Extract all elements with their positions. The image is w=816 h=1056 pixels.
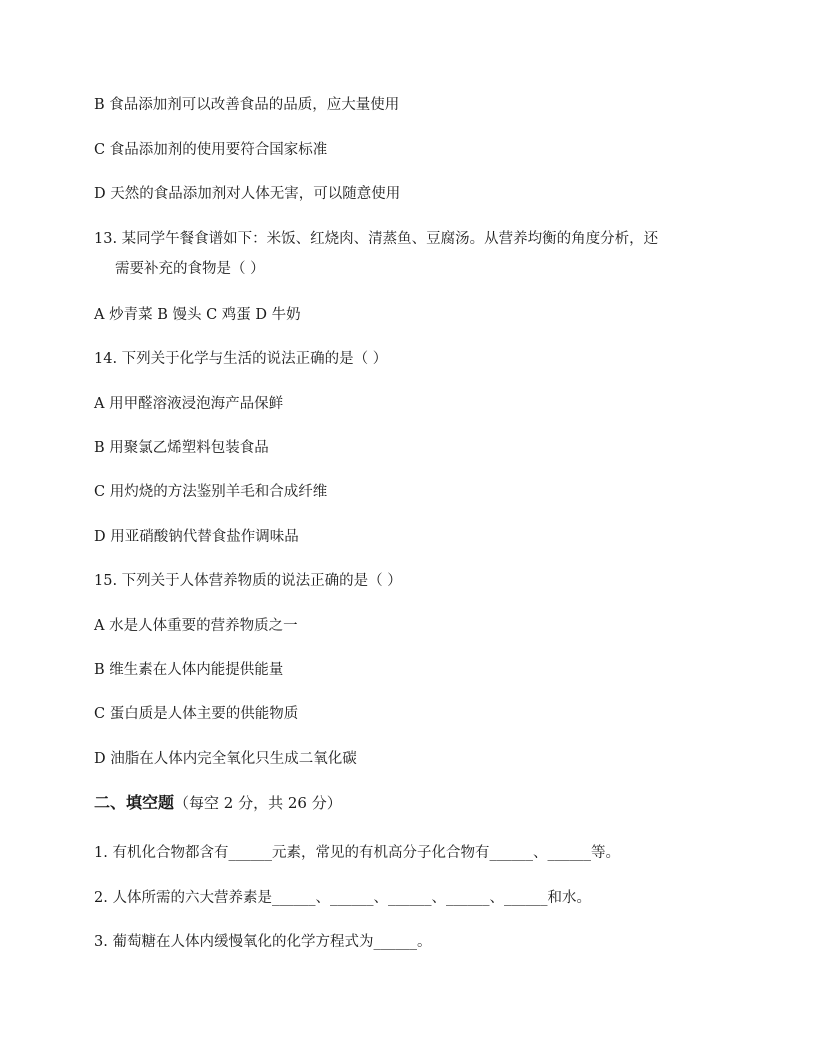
q15-stem: 15. 下列关于人体营养物质的说法正确的是（ ） [94, 573, 402, 589]
q12-option-c: C 食品添加剂的使用要符合国家标准 [94, 142, 328, 158]
fill-question-2: 2. 人体所需的六大营养素是______、______、______、______、______和水。 [94, 890, 591, 906]
q13-options: A 炒青菜 B 馒头 C 鸡蛋 D 牛奶 [94, 307, 301, 323]
fill-question-3: 3. 葡萄糖在人体内缓慢氧化的化学方程式为______。 [94, 934, 432, 950]
q15-option-d: D 油脂在人体内完全氧化只生成二氧化碳 [94, 751, 357, 767]
q13-stem-line1: 13. 某同学午餐食谱如下：米饭、红烧肉、清蒸鱼、豆腐汤。从营养均衡的角度分析，还 [94, 231, 659, 247]
section-title: 二、填空题 [94, 793, 175, 812]
section-heading [94, 793, 342, 813]
q14-option-c: C 用灼烧的方法鉴别羊毛和合成纤维 [94, 484, 328, 500]
q13-stem [94, 229, 724, 279]
q14-option-b: B 用聚氯乙烯塑料包装食品 [94, 440, 269, 456]
q15-option-a: A 水是人体重要的营养物质之一 [94, 618, 298, 634]
fill-question-1: 1. 有机化合物都含有______元素，常见的有机高分子化合物有______、______等。 [94, 845, 620, 861]
q15-option-c: C 蛋白质是人体主要的供能物质 [94, 706, 299, 722]
q15-option-b: B 维生素在人体内能提供能量 [94, 662, 284, 678]
q14-stem: 14. 下列关于化学与生活的说法正确的是（ ） [94, 351, 388, 367]
q14-option-a: A 用甲醛溶液浸泡海产品保鲜 [94, 396, 284, 412]
q13-stem-line2: 需要补充的食物是（ ） [115, 261, 265, 277]
section-note: （每空 2 分，共 26 分） [174, 794, 342, 812]
q12-option-d: D 天然的食品添加剂对人体无害，可以随意使用 [94, 186, 401, 202]
q14-option-d: D 用亚硝酸钠代替食盐作调味品 [94, 529, 299, 545]
q12-option-b: B 食品添加剂可以改善食品的品质，应大量使用 [94, 97, 400, 113]
